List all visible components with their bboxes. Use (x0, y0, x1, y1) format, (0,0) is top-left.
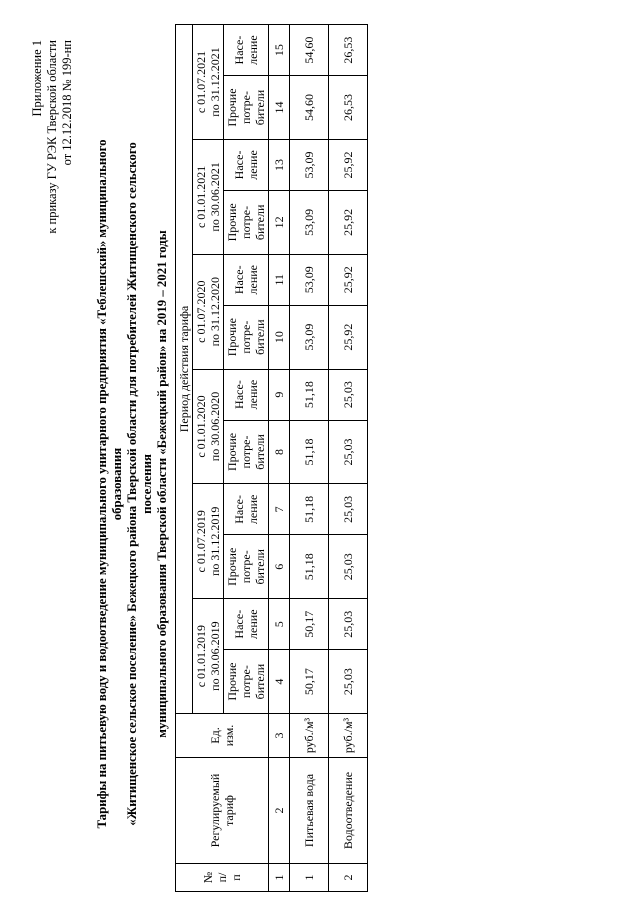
header-row (176, 25, 193, 892)
index-cell: 3 (269, 714, 290, 758)
cell-text-line: ление (246, 609, 260, 639)
period-cell (193, 254, 224, 369)
title-line: муниципального образования Тверской области «Бежецкий район» на 2019 – 2021 годы (155, 230, 169, 738)
cell-text-line: № (201, 871, 215, 884)
cell-text-line: с 01.01.2019 (194, 624, 208, 688)
tariff-table-body (176, 25, 368, 892)
cell-text-line: Насе- (232, 150, 246, 180)
index-cell: 13 (269, 139, 290, 190)
cell-text-line: с 01.01.2021 (194, 165, 208, 229)
cell-text-line: Насе- (232, 609, 246, 639)
cell-text-line: потре- (239, 435, 253, 469)
value-cell: 53,09 (290, 190, 329, 254)
cell-text-line: потре- (239, 91, 253, 125)
subheader-other (224, 305, 269, 369)
value-cell: 25,03 (329, 599, 368, 650)
value-cell: 25,03 (329, 650, 368, 714)
cell-text-line: по 31.12.2020 (208, 276, 222, 347)
cell-text-line: по 30.06.2019 (208, 621, 222, 691)
header-unit (176, 714, 269, 758)
period-cell (193, 484, 224, 599)
appendix-line: к приказу ГУ РЭК Тверской области (45, 40, 59, 234)
cell-text-line: ление (246, 265, 260, 295)
cell-text-line: Насе- (232, 35, 246, 65)
row-num: 1 (290, 864, 329, 892)
value-cell: 54,60 (290, 25, 329, 76)
header-period: Период действия тарифа (176, 25, 193, 714)
cell-text-line: бители (253, 89, 267, 126)
cell-text-line: бители (253, 204, 267, 241)
subheader-other (224, 535, 269, 599)
value-cell: 25,03 (329, 420, 368, 484)
period-cell (193, 369, 224, 484)
index-cell: 7 (269, 484, 290, 535)
index-cell: 1 (269, 864, 290, 892)
row-unit: руб./м³ (290, 714, 329, 758)
cell-text-line: Прочие (225, 203, 239, 242)
cell-text-line: п (229, 874, 243, 881)
value-cell: 25,03 (329, 484, 368, 535)
cell-text-line: ление (246, 494, 260, 525)
row-tariff: Питьевая вода (290, 758, 329, 864)
subheader-population (224, 599, 269, 650)
cell-text-line: с 01.01.2020 (194, 395, 208, 458)
cell-text-line: по 30.06.2020 (208, 391, 222, 462)
value-cell: 53,09 (290, 139, 329, 190)
row-tariff: Водоотведение (329, 758, 368, 864)
value-cell: 51,18 (290, 484, 329, 535)
cell-text-line: бители (253, 549, 267, 585)
cell-text-line: по 30.06.2021 (208, 162, 222, 232)
value-cell: 25,92 (329, 139, 368, 190)
subheader-population (224, 139, 269, 190)
period-cell (193, 139, 224, 254)
cell-text-line: Регулируемый (208, 773, 222, 848)
value-cell: 25,92 (329, 190, 368, 254)
cell-text-line: Прочие (225, 547, 239, 586)
row-unit: руб./м³ (329, 714, 368, 758)
tariff-table (175, 24, 368, 892)
value-cell: 53,09 (290, 305, 329, 369)
value-cell: 25,92 (329, 254, 368, 305)
cell-text-line: потре- (239, 320, 253, 354)
index-cell: 15 (269, 25, 290, 76)
index-cell: 9 (269, 369, 290, 420)
subheader-population (224, 484, 269, 535)
subheader-other (224, 420, 269, 484)
cell-text-line: ление (246, 379, 260, 410)
cell-text-line: потре- (239, 205, 253, 239)
value-cell: 51,18 (290, 535, 329, 599)
index-row (269, 25, 290, 892)
cell-text-line: по 31.12.2019 (208, 506, 222, 576)
index-cell: 8 (269, 420, 290, 484)
title-line: Тарифы на питьевую воду и водоотведение муниципального унитарного предприятия «Теблешский» муниципального образования (95, 139, 124, 829)
period-cell (193, 25, 224, 140)
value-cell: 26,53 (329, 25, 368, 76)
cell-text-line: Насе- (232, 265, 246, 295)
cell-text-line: Прочие (225, 432, 239, 472)
appendix-note (30, 40, 75, 234)
cell-text-line: потре- (239, 550, 253, 584)
index-cell: 2 (269, 758, 290, 864)
subheader-other (224, 650, 269, 714)
cell-text-line: Насе- (232, 494, 246, 524)
cell-text-line: по 31.12.2021 (208, 47, 222, 117)
document-title (95, 124, 170, 844)
index-cell: 5 (269, 599, 290, 650)
cell-text-line: с 01.07.2021 (194, 50, 208, 114)
cell-text-line: потре- (239, 665, 253, 699)
cell-text-line: Прочие (225, 662, 239, 701)
appendix-line: Приложение 1 (30, 40, 44, 117)
header-num (176, 864, 269, 892)
subheader-other (224, 76, 269, 140)
cell-text-line: п/ (215, 872, 229, 883)
table-row (329, 25, 368, 892)
subheader-population (224, 25, 269, 76)
value-cell: 25,03 (329, 369, 368, 420)
subheader-population (224, 254, 269, 305)
row-num: 2 (329, 864, 368, 892)
cell-text-line: с 01.07.2019 (194, 510, 208, 573)
table-row (290, 25, 329, 892)
cell-text-line: Насе- (232, 380, 246, 409)
cell-text-line: Прочие (225, 318, 239, 357)
cell-text-line: изм. (222, 724, 236, 747)
value-cell: 26,53 (329, 76, 368, 140)
cell-text-line: бители (253, 319, 267, 355)
index-cell: 11 (269, 254, 290, 305)
cell-text-line: ление (246, 35, 260, 65)
value-cell: 51,18 (290, 369, 329, 420)
subheader-population (224, 369, 269, 420)
cell-text-line: ление (246, 150, 260, 180)
value-cell: 25,92 (329, 305, 368, 369)
value-cell: 25,03 (329, 535, 368, 599)
title-line: «Житищенское сельское поселение» Бежецкого района Тверской области для потребителей Житищенского сельского поселения (125, 142, 154, 826)
value-cell: 53,09 (290, 254, 329, 305)
index-cell: 12 (269, 190, 290, 254)
cell-text-line: Прочие (225, 88, 239, 127)
cell-text-line: бители (253, 434, 267, 470)
value-cell: 54,60 (290, 76, 329, 140)
appendix-line: от 12.12.2018 № 199-нп (60, 40, 74, 166)
header-tariff (176, 758, 269, 864)
index-cell: 10 (269, 305, 290, 369)
period-cell (193, 599, 224, 714)
cell-text-line: тариф (222, 795, 236, 826)
index-cell: 6 (269, 535, 290, 599)
cell-text-line: бители (253, 663, 267, 700)
value-cell: 50,17 (290, 599, 329, 650)
value-cell: 50,17 (290, 650, 329, 714)
subheader-other (224, 190, 269, 254)
index-cell: 14 (269, 76, 290, 140)
index-cell: 4 (269, 650, 290, 714)
cell-text-line: Ед. (208, 727, 222, 744)
cell-text-line: с 01.07.2020 (194, 280, 208, 343)
value-cell: 51,18 (290, 420, 329, 484)
